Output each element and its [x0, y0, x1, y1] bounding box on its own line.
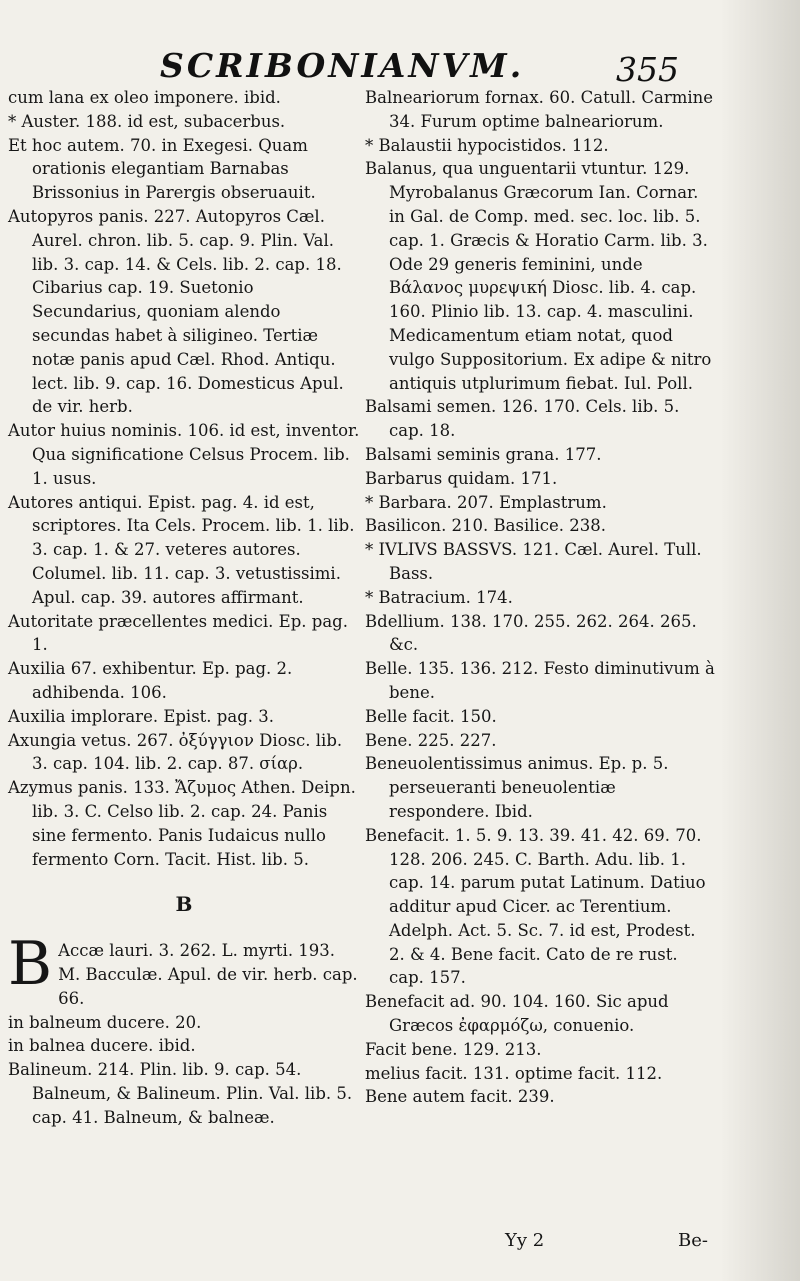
dropcap-letter: B [8, 929, 53, 1000]
page-edge-shadow [720, 0, 800, 1281]
index-entry: Belle facit. 150. [365, 706, 497, 726]
index-entry: in balnea ducere. ibid. [8, 1036, 196, 1056]
index-entry: Facit bene. 129. 213. [365, 1039, 542, 1059]
dropcap-entry [8, 929, 360, 1010]
index-entry: melius facit. 131. optime facit. 112. [365, 1063, 663, 1083]
index-entry: Azymus panis. 133. Ἄζυμος Athen. Deipn. lib. 3. C. Celso lib. 2. cap. 24. Panis sine fermento. Panis Iudaicus nullo fermento Corn. Tacit. Hist. lib. 5. [8, 778, 356, 869]
index-entry: Axungia vetus. 267. ὀξύγγιον Diosc. lib. 3. cap. 104. lib. 2. cap. 87. σίαρ. [8, 730, 343, 774]
signature-mark: Yy 2 [505, 1230, 545, 1251]
index-entry: * Auster. 188. id est, subacerbus. [8, 111, 286, 131]
section-letter: B [175, 892, 193, 917]
index-entry: Balneariorum fornax. 60. Catull. Carmine 34. Furum optime balneariorum. [365, 88, 714, 131]
index-entry: Bene autem facit. 239. [365, 1087, 555, 1107]
index-entry: Benefacit. 1. 5. 9. 13. 39. 41. 42. 69. 70. 128. 206. 245. C. Barth. Adu. lib. 1. cap. 14. parum putat Latinum. Datiuo additur apud Cicer. ac Terentium. Adelph. Act. 5. Sc. 7. id est, Prodest. 2. & 4. Bene facit. Cato de re rust. cap. 157. [365, 825, 706, 988]
index-entry: cum lana ex oleo imponere. ibid. [8, 88, 281, 107]
index-entry: Auxilia implorare. Epist. pag. 3. [8, 706, 274, 726]
index-entry: Autores antiqui. Epist. pag. 4. id est, scriptores. Ita Cels. Procem. lib. 1. lib. 3. cap. 1. & 27. veteres autores. Columel. lib. 11. cap. 3. vetustissimi. Apul. cap. 39. autores affirmant. [8, 492, 355, 607]
index-entry: * Barbara. 207. Emplastrum. [365, 492, 607, 512]
right-column [365, 86, 715, 1109]
dropcap-entry-text: Accæ lauri. 3. 262. L. myrti. 193. M. Bacculæ. Apul. de vir. herb. cap. 66. [58, 941, 358, 1008]
index-entry: * Batracium. 174. [365, 587, 513, 607]
left-column [8, 86, 360, 1130]
index-entry: Barbarus quidam. 171. [365, 468, 558, 488]
index-entry: Bene. 225. 227. [365, 730, 497, 750]
index-entry: Et hoc autem. 70. in Exegesi. Quam orationis elegantiam Barnabas Brissonius in Parergis obseruauit. [8, 135, 316, 203]
index-entry: * IVLIVS BASSVS. 121. Cæl. Aurel. Tull. Bass. [365, 540, 702, 583]
index-entry: Balineum. 214. Plin. lib. 9. cap. 54. Balneum, & Balineum. Plin. Val. lib. 5. cap. 41. Balneum, & balneæ. [8, 1060, 353, 1127]
index-entry: Balanus, qua unguentarii vtuntur. 129. Myrobalanus Græcorum Ian. Cornar. in Gal. de Comp. med. sec. loc. lib. 5. cap. 1. Græcis & Horatio Carm. lib. 3. Ode 29 generis feminini, unde Βάλανος μυρεψική Diosc. lib. 4. cap. 160. Plinio lib. 13. cap. 4. masculini. Medicamentum etiam notat, quod vulgo Suppositorium. Ex adipe & nitro antiquis utplurimum fiebat. Iul. Poll. [365, 159, 712, 393]
index-entry: Autor huius nominis. 106. id est, inventor. Qua significatione Celsus Procem. lib. 1. usus. [8, 421, 360, 488]
index-entry: * Balaustii hypocistidos. 112. [365, 135, 609, 155]
index-entry: Beneuolentissimus animus. Ep. p. 5. perseueranti beneuolentiæ respondere. Ibid. [365, 754, 669, 821]
index-entry: Basilicon. 210. Basilice. 238. [365, 516, 607, 536]
index-entry: Benefacit ad. 90. 104. 160. Sic apud Græcos ἐφαρμόζω, conuenio. [365, 992, 669, 1036]
index-entry: Autoritate præcellentes medici. Ep. pag. 1. [8, 611, 348, 655]
index-entry: Bdellium. 138. 170. 255. 262. 264. 265. &c. [365, 611, 697, 655]
running-title: SCRIBONIANVM. [160, 46, 525, 85]
index-entry: Balsami semen. 126. 170. Cels. lib. 5. cap. 18. [365, 397, 680, 441]
index-entry: Balsami seminis grana. 177. [365, 444, 602, 464]
page-number: 355 [616, 50, 679, 89]
catchword: Be- [678, 1230, 708, 1251]
index-entry: Auxilia 67. exhibentur. Ep. pag. 2. adhibenda. 106. [8, 659, 293, 702]
index-entry: Autopyros panis. 227. Autopyros Cæl. Aurel. chron. lib. 5. cap. 9. Plin. Val. lib. 3. cap. 14. & Cels. lib. 2. cap. 18. Cibarius cap. 19. Suetonio Secundarius, quoniam alendo secundas habet à siligineo. Tertiæ notæ panis apud Cæl. Rhod. Antiqu. lect. lib. 9. cap. 16. Domesticus Apul. de vir. herb. [8, 206, 344, 417]
index-entry: in balneum ducere. 20. [8, 1012, 202, 1032]
index-entry: Belle. 135. 136. 212. Festo diminutivum à bene. [365, 659, 715, 702]
